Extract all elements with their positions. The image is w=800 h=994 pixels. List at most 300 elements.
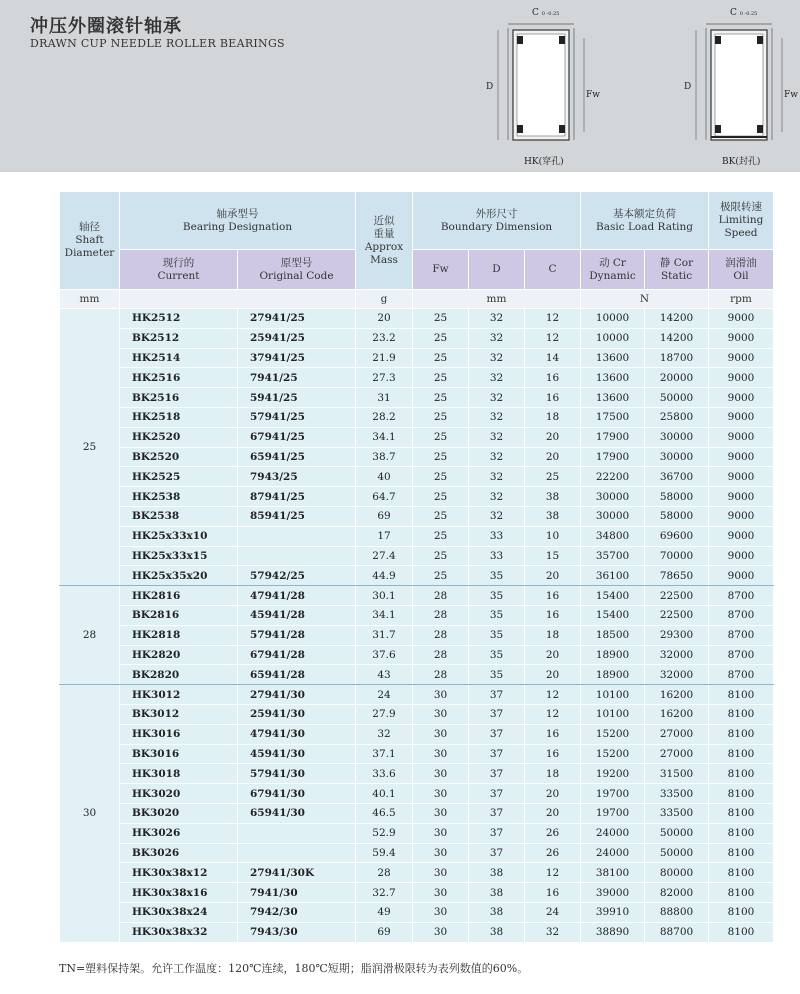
dynamic-load-cell: 15400 <box>581 586 645 606</box>
mass-cell: 33.6 <box>356 764 413 784</box>
mass-cell: 21.9 <box>356 348 413 368</box>
table-row <box>60 368 774 388</box>
dynamic-load-cell: 17900 <box>581 447 645 467</box>
d-cell: 38 <box>469 883 525 903</box>
c-cell: 20 <box>525 645 581 665</box>
mass-cell: 34.1 <box>356 605 413 625</box>
table-row <box>60 803 774 823</box>
original-code-cell: 37941/25 <box>238 348 356 368</box>
c-cell: 38 <box>525 487 581 507</box>
c-cell: 10 <box>525 526 581 546</box>
bearing-spec-table <box>59 191 774 943</box>
oil-speed-cell: 9000 <box>709 427 774 447</box>
table-row <box>60 447 774 467</box>
mass-cell: 30.1 <box>356 586 413 606</box>
table-row <box>60 902 774 922</box>
table-row <box>60 843 774 863</box>
mass-cell: 52.9 <box>356 823 413 843</box>
oil-speed-cell: 8100 <box>709 843 774 863</box>
unit-dims: mm <box>413 290 581 309</box>
fw-cell: 25 <box>413 566 469 586</box>
c-cell: 12 <box>525 685 581 705</box>
current-code-cell: HK3016 <box>120 724 238 744</box>
dynamic-load-cell: 39000 <box>581 883 645 903</box>
original-code-cell <box>238 843 356 863</box>
mass-cell: 31 <box>356 388 413 408</box>
header-speed: 极限转速 Limiting Speed <box>709 192 774 250</box>
table-row <box>60 645 774 665</box>
current-code-cell: BK2538 <box>120 506 238 526</box>
bk-caption: BK(封孔) <box>722 157 761 167</box>
d-cell: 32 <box>469 467 525 487</box>
d-cell: 33 <box>469 546 525 566</box>
hk-caption: HK(穿孔) <box>524 157 564 167</box>
catalog-header <box>0 0 800 172</box>
current-code-cell: BK2820 <box>120 665 238 685</box>
original-code-cell: 25941/25 <box>238 328 356 348</box>
fw-cell: 25 <box>413 427 469 447</box>
static-load-cell: 58000 <box>645 506 709 526</box>
dynamic-load-cell: 19200 <box>581 764 645 784</box>
current-code-cell: HK30x38x24 <box>120 902 238 922</box>
c-cell: 20 <box>525 803 581 823</box>
mass-cell: 69 <box>356 922 413 942</box>
c-cell: 12 <box>525 309 581 329</box>
current-code-cell: BK3020 <box>120 803 238 823</box>
table-row <box>60 863 774 883</box>
static-load-cell: 88700 <box>645 922 709 942</box>
current-code-cell: HK2514 <box>120 348 238 368</box>
oil-speed-cell: 9000 <box>709 407 774 427</box>
table-row <box>60 427 774 447</box>
current-code-cell: HK30x38x32 <box>120 922 238 942</box>
bearing-spec-table-wrapper <box>59 191 773 943</box>
current-code-cell: HK2518 <box>120 407 238 427</box>
original-code-cell: 27941/25 <box>238 309 356 329</box>
c-cell: 38 <box>525 506 581 526</box>
table-row <box>60 407 774 427</box>
dynamic-load-cell: 19700 <box>581 784 645 804</box>
original-code-cell: 7942/30 <box>238 902 356 922</box>
d-cell: 35 <box>469 586 525 606</box>
d-cell: 32 <box>469 487 525 507</box>
mass-cell: 64.7 <box>356 487 413 507</box>
fw-cell: 25 <box>413 487 469 507</box>
d-cell: 32 <box>469 447 525 467</box>
dynamic-load-cell: 18900 <box>581 645 645 665</box>
dynamic-load-cell: 10000 <box>581 328 645 348</box>
original-code-cell: 57941/25 <box>238 407 356 427</box>
d-cell: 32 <box>469 348 525 368</box>
header-shaft: 轴径 Shaft Diameter <box>60 192 120 290</box>
header-boundary: 外形尺寸 Boundary Dimension <box>413 192 581 250</box>
oil-speed-cell: 8700 <box>709 665 774 685</box>
d-cell: 35 <box>469 665 525 685</box>
mass-cell: 27.4 <box>356 546 413 566</box>
c-cell: 14 <box>525 348 581 368</box>
header-load: 基本额定负荷 Basic Load Rating <box>581 192 709 250</box>
unit-mass: g <box>356 290 413 309</box>
original-code-cell: 7941/25 <box>238 368 356 388</box>
dynamic-load-cell: 13600 <box>581 348 645 368</box>
c-cell: 18 <box>525 407 581 427</box>
mass-cell: 40.1 <box>356 784 413 804</box>
hk-dim-c: C 0 -0.25 <box>532 8 560 18</box>
header-c: C <box>525 250 581 290</box>
bk-dim-fw: Fw <box>784 90 798 100</box>
c-cell: 16 <box>525 368 581 388</box>
table-row <box>60 685 774 705</box>
table-row <box>60 665 774 685</box>
d-cell: 35 <box>469 625 525 645</box>
current-code-cell: BK2520 <box>120 447 238 467</box>
mass-cell: 27.3 <box>356 368 413 388</box>
c-cell: 20 <box>525 427 581 447</box>
dynamic-load-cell: 38890 <box>581 922 645 942</box>
table-row <box>60 625 774 645</box>
original-code-cell: 65941/25 <box>238 447 356 467</box>
table-row <box>60 309 774 329</box>
d-cell: 33 <box>469 526 525 546</box>
current-code-cell: HK25x35x20 <box>120 566 238 586</box>
oil-speed-cell: 9000 <box>709 467 774 487</box>
fw-cell: 30 <box>413 863 469 883</box>
fw-cell: 30 <box>413 823 469 843</box>
current-code-cell: BK2516 <box>120 388 238 408</box>
d-cell: 35 <box>469 645 525 665</box>
current-code-cell: HK2516 <box>120 368 238 388</box>
current-code-cell: HK3012 <box>120 685 238 705</box>
mass-cell: 44.9 <box>356 566 413 586</box>
static-load-cell: 27000 <box>645 744 709 764</box>
table-row <box>60 348 774 368</box>
original-code-cell <box>238 546 356 566</box>
fw-cell: 25 <box>413 348 469 368</box>
current-code-cell: HK2525 <box>120 467 238 487</box>
table-row <box>60 724 774 744</box>
oil-speed-cell: 8100 <box>709 883 774 903</box>
table-header <box>60 192 774 309</box>
static-load-cell: 14200 <box>645 328 709 348</box>
page-title-english: DRAWN CUP NEEDLE ROLLER BEARINGS <box>30 37 285 50</box>
c-cell: 26 <box>525 843 581 863</box>
mass-cell: 69 <box>356 506 413 526</box>
oil-speed-cell: 8100 <box>709 922 774 942</box>
mass-cell: 59.4 <box>356 843 413 863</box>
oil-speed-cell: 8100 <box>709 685 774 705</box>
dynamic-load-cell: 22200 <box>581 467 645 487</box>
oil-speed-cell: 9000 <box>709 447 774 467</box>
dynamic-load-cell: 15400 <box>581 605 645 625</box>
current-code-cell: HK3020 <box>120 784 238 804</box>
oil-speed-cell: 8700 <box>709 625 774 645</box>
fw-cell: 25 <box>413 328 469 348</box>
mass-cell: 23.2 <box>356 328 413 348</box>
d-cell: 32 <box>469 388 525 408</box>
original-code-cell: 67941/25 <box>238 427 356 447</box>
dynamic-load-cell: 38100 <box>581 863 645 883</box>
static-load-cell: 29300 <box>645 625 709 645</box>
hk-dim-fw: Fw <box>586 90 600 100</box>
static-load-cell: 88800 <box>645 902 709 922</box>
mass-cell: 28.2 <box>356 407 413 427</box>
oil-speed-cell: 8700 <box>709 586 774 606</box>
current-code-cell: HK25x33x10 <box>120 526 238 546</box>
table-row <box>60 328 774 348</box>
mass-cell: 32 <box>356 724 413 744</box>
current-code-cell: BK2816 <box>120 605 238 625</box>
mass-cell: 37.6 <box>356 645 413 665</box>
static-load-cell: 50000 <box>645 388 709 408</box>
dynamic-load-cell: 39910 <box>581 902 645 922</box>
original-code-cell <box>238 526 356 546</box>
oil-speed-cell: 9000 <box>709 506 774 526</box>
table-row <box>60 546 774 566</box>
fw-cell: 30 <box>413 803 469 823</box>
dynamic-load-cell: 35700 <box>581 546 645 566</box>
original-code-cell: 65941/30 <box>238 803 356 823</box>
unit-load: N <box>581 290 709 309</box>
static-load-cell: 36700 <box>645 467 709 487</box>
static-load-cell: 25800 <box>645 407 709 427</box>
static-load-cell: 16200 <box>645 685 709 705</box>
c-cell: 20 <box>525 784 581 804</box>
mass-cell: 31.7 <box>356 625 413 645</box>
oil-speed-cell: 9000 <box>709 388 774 408</box>
table-row <box>60 764 774 784</box>
dynamic-load-cell: 17500 <box>581 407 645 427</box>
static-load-cell: 16200 <box>645 704 709 724</box>
static-load-cell: 69600 <box>645 526 709 546</box>
table-row <box>60 922 774 942</box>
table-row <box>60 467 774 487</box>
header-d: D <box>469 250 525 290</box>
d-cell: 32 <box>469 506 525 526</box>
static-load-cell: 31500 <box>645 764 709 784</box>
oil-speed-cell: 8100 <box>709 863 774 883</box>
d-cell: 32 <box>469 309 525 329</box>
fw-cell: 28 <box>413 625 469 645</box>
d-cell: 37 <box>469 744 525 764</box>
header-fw: Fw <box>413 250 469 290</box>
current-code-cell: BK3012 <box>120 704 238 724</box>
dynamic-load-cell: 15200 <box>581 724 645 744</box>
d-cell: 32 <box>469 407 525 427</box>
static-load-cell: 32000 <box>645 645 709 665</box>
c-cell: 16 <box>525 744 581 764</box>
fw-cell: 25 <box>413 368 469 388</box>
d-cell: 38 <box>469 863 525 883</box>
shaft-diameter-cell: 30 <box>60 685 120 942</box>
fw-cell: 28 <box>413 605 469 625</box>
dynamic-load-cell: 19700 <box>581 803 645 823</box>
oil-speed-cell: 8100 <box>709 764 774 784</box>
fw-cell: 25 <box>413 546 469 566</box>
current-code-cell: HK3026 <box>120 823 238 843</box>
oil-speed-cell: 9000 <box>709 526 774 546</box>
c-cell: 20 <box>525 447 581 467</box>
original-code-cell: 87941/25 <box>238 487 356 507</box>
fw-cell: 28 <box>413 665 469 685</box>
mass-cell: 28 <box>356 863 413 883</box>
c-cell: 32 <box>525 922 581 942</box>
table-body <box>60 309 774 943</box>
current-code-cell: HK2820 <box>120 645 238 665</box>
dynamic-load-cell: 10100 <box>581 704 645 724</box>
d-cell: 37 <box>469 843 525 863</box>
original-code-cell: 67941/28 <box>238 645 356 665</box>
static-load-cell: 82000 <box>645 883 709 903</box>
dynamic-load-cell: 24000 <box>581 823 645 843</box>
fw-cell: 30 <box>413 922 469 942</box>
d-cell: 37 <box>469 823 525 843</box>
table-row <box>60 487 774 507</box>
c-cell: 18 <box>525 764 581 784</box>
d-cell: 38 <box>469 922 525 942</box>
current-code-cell: HK3018 <box>120 764 238 784</box>
c-cell: 15 <box>525 546 581 566</box>
d-cell: 37 <box>469 685 525 705</box>
c-cell: 20 <box>525 566 581 586</box>
table-row <box>60 744 774 764</box>
d-cell: 38 <box>469 902 525 922</box>
original-code-cell: 67941/30 <box>238 784 356 804</box>
mass-cell: 38.7 <box>356 447 413 467</box>
static-load-cell: 78650 <box>645 566 709 586</box>
table-row <box>60 566 774 586</box>
fw-cell: 28 <box>413 645 469 665</box>
mass-cell: 43 <box>356 665 413 685</box>
oil-speed-cell: 8100 <box>709 744 774 764</box>
fw-cell: 30 <box>413 883 469 903</box>
mass-cell: 34.1 <box>356 427 413 447</box>
mass-cell: 37.1 <box>356 744 413 764</box>
fw-cell: 30 <box>413 724 469 744</box>
header-static: 静 Cor Static <box>645 250 709 290</box>
original-code-cell: 47941/30 <box>238 724 356 744</box>
static-load-cell: 20000 <box>645 368 709 388</box>
static-load-cell: 50000 <box>645 843 709 863</box>
table-row <box>60 586 774 606</box>
d-cell: 35 <box>469 566 525 586</box>
d-cell: 37 <box>469 704 525 724</box>
static-load-cell: 30000 <box>645 447 709 467</box>
mass-cell: 40 <box>356 467 413 487</box>
current-code-cell: HK30x38x12 <box>120 863 238 883</box>
current-code-cell: HK25x33x15 <box>120 546 238 566</box>
oil-speed-cell: 8100 <box>709 704 774 724</box>
original-code-cell: 5941/25 <box>238 388 356 408</box>
header-oil: 润滑油 Oil <box>709 250 774 290</box>
header-designation: 轴承型号 Bearing Designation <box>120 192 356 250</box>
oil-speed-cell: 9000 <box>709 566 774 586</box>
table-row <box>60 388 774 408</box>
d-cell: 37 <box>469 764 525 784</box>
original-code-cell: 7941/30 <box>238 883 356 903</box>
original-code-cell <box>238 823 356 843</box>
mass-cell: 49 <box>356 902 413 922</box>
static-load-cell: 14200 <box>645 309 709 329</box>
static-load-cell: 80000 <box>645 863 709 883</box>
mass-cell: 27.9 <box>356 704 413 724</box>
header-original: 原型号 Original Code <box>238 250 356 290</box>
oil-speed-cell: 9000 <box>709 546 774 566</box>
table-row <box>60 526 774 546</box>
oil-speed-cell: 8100 <box>709 902 774 922</box>
oil-speed-cell: 8100 <box>709 724 774 744</box>
static-load-cell: 70000 <box>645 546 709 566</box>
oil-speed-cell: 9000 <box>709 309 774 329</box>
original-code-cell: 7943/30 <box>238 922 356 942</box>
static-load-cell: 32000 <box>645 665 709 685</box>
fw-cell: 25 <box>413 526 469 546</box>
oil-speed-cell: 9000 <box>709 328 774 348</box>
c-cell: 16 <box>525 586 581 606</box>
original-code-cell: 47941/28 <box>238 586 356 606</box>
c-cell: 12 <box>525 863 581 883</box>
c-cell: 26 <box>525 823 581 843</box>
d-cell: 37 <box>469 784 525 804</box>
oil-speed-cell: 9000 <box>709 348 774 368</box>
dynamic-load-cell: 15200 <box>581 744 645 764</box>
original-code-cell: 85941/25 <box>238 506 356 526</box>
d-cell: 37 <box>469 724 525 744</box>
table-row <box>60 506 774 526</box>
oil-speed-cell: 8100 <box>709 784 774 804</box>
table-row <box>60 784 774 804</box>
current-code-cell: BK3016 <box>120 744 238 764</box>
static-load-cell: 22500 <box>645 586 709 606</box>
original-code-cell: 57941/28 <box>238 625 356 645</box>
dynamic-load-cell: 30000 <box>581 506 645 526</box>
c-cell: 20 <box>525 665 581 685</box>
hk-dim-d: D <box>486 82 494 92</box>
c-cell: 16 <box>525 388 581 408</box>
hk-bearing-drawing <box>486 8 596 168</box>
c-cell: 16 <box>525 605 581 625</box>
oil-speed-cell: 8100 <box>709 803 774 823</box>
footnote: TN=塑料保持架。允许工作温度：120℃连续，180℃短期；脂润滑极限转为表列数值的60%。 <box>59 962 529 975</box>
oil-speed-cell: 9000 <box>709 368 774 388</box>
c-cell: 24 <box>525 902 581 922</box>
fw-cell: 25 <box>413 447 469 467</box>
mass-cell: 24 <box>356 685 413 705</box>
static-load-cell: 18700 <box>645 348 709 368</box>
c-cell: 25 <box>525 467 581 487</box>
original-code-cell: 7943/25 <box>238 467 356 487</box>
original-code-cell: 57942/25 <box>238 566 356 586</box>
unit-designation <box>120 290 356 309</box>
page-title-chinese: 冲压外圈滚针轴承 <box>30 16 182 37</box>
fw-cell: 25 <box>413 388 469 408</box>
oil-speed-cell: 8700 <box>709 645 774 665</box>
dynamic-load-cell: 36100 <box>581 566 645 586</box>
d-cell: 32 <box>469 368 525 388</box>
mass-cell: 32.7 <box>356 883 413 903</box>
oil-speed-cell: 8100 <box>709 823 774 843</box>
bk-dim-d: D <box>684 82 692 92</box>
original-code-cell: 25941/30 <box>238 704 356 724</box>
original-code-cell: 27941/30K <box>238 863 356 883</box>
c-cell: 18 <box>525 625 581 645</box>
table-row <box>60 883 774 903</box>
fw-cell: 30 <box>413 744 469 764</box>
bk-bearing-drawing <box>684 8 794 168</box>
table-row <box>60 605 774 625</box>
original-code-cell: 65941/28 <box>238 665 356 685</box>
hk-bearing-diagram <box>486 8 600 168</box>
table-row <box>60 823 774 843</box>
